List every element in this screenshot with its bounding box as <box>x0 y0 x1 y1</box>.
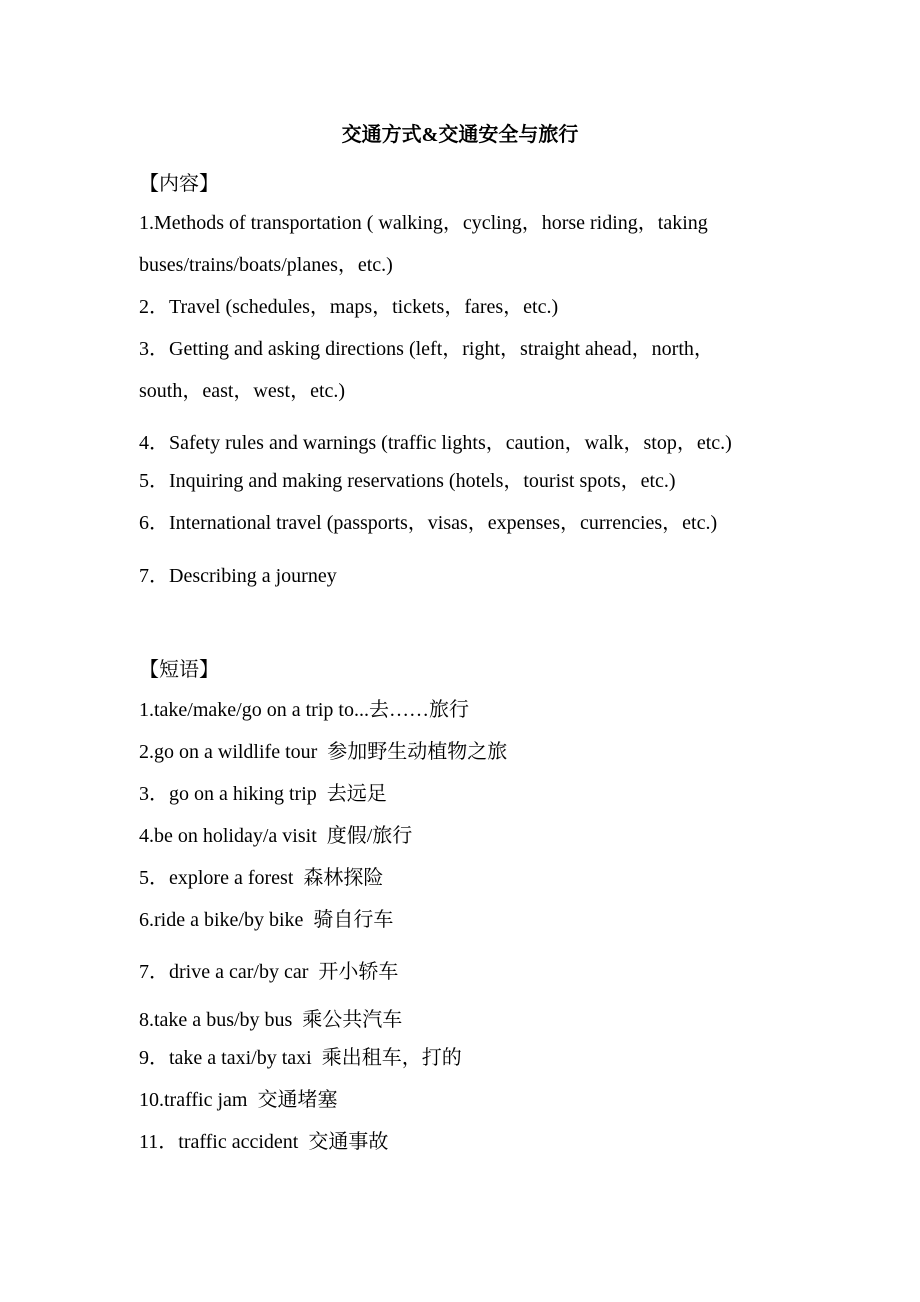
content-line: south，east，west，etc.) <box>139 380 346 402</box>
phrase-item: 11．traffic accident 交通事故 <box>139 1131 389 1153</box>
section-heading-content: 【内容】 <box>139 173 219 195</box>
content-line: 2．Travel (schedules，maps，tickets，fares，etc.) <box>139 296 559 318</box>
content-line: 6．International travel (passports，visas，expenses，currencies，etc.) <box>139 512 718 534</box>
document-title: 交通方式&交通安全与旅行 <box>341 124 579 146</box>
content-line: 4．Safety rules and warnings (traffic lights，caution，walk，stop，etc.) <box>139 432 732 454</box>
phrase-item: 9．take a taxi/by taxi 乘出租车，打的 <box>139 1047 462 1069</box>
phrase-item: 10.traffic jam 交通堵塞 <box>139 1089 338 1111</box>
content-line: 3．Getting and asking directions (left，right，straight ahead，north， <box>139 338 714 360</box>
phrase-item: 3．go on a hiking trip 去远足 <box>139 783 387 805</box>
content-line: 1.Methods of transportation ( walking，cycling，horse riding，taking <box>139 212 708 234</box>
phrase-item: 4.be on holiday/a visit 度假/旅行 <box>139 825 413 847</box>
phrase-item: 5．explore a forest 森林探险 <box>139 867 384 889</box>
content-line: buses/trains/boats/planes，etc.) <box>139 254 393 276</box>
phrase-item: 6.ride a bike/by bike 骑自行车 <box>139 909 394 931</box>
phrase-item: 2.go on a wildlife tour 参加野生动植物之旅 <box>139 741 508 763</box>
phrase-item: 1.take/make/go on a trip to...去……旅行 <box>139 699 469 721</box>
section-heading-phrases: 【短语】 <box>139 659 219 681</box>
phrase-item: 7．drive a car/by car 开小轿车 <box>139 961 399 983</box>
content-line: 5．Inquiring and making reservations (hotels，tourist spots，etc.) <box>139 470 676 492</box>
phrase-item: 8.take a bus/by bus 乘公共汽车 <box>139 1009 403 1031</box>
content-line: 7．Describing a journey <box>139 565 337 587</box>
